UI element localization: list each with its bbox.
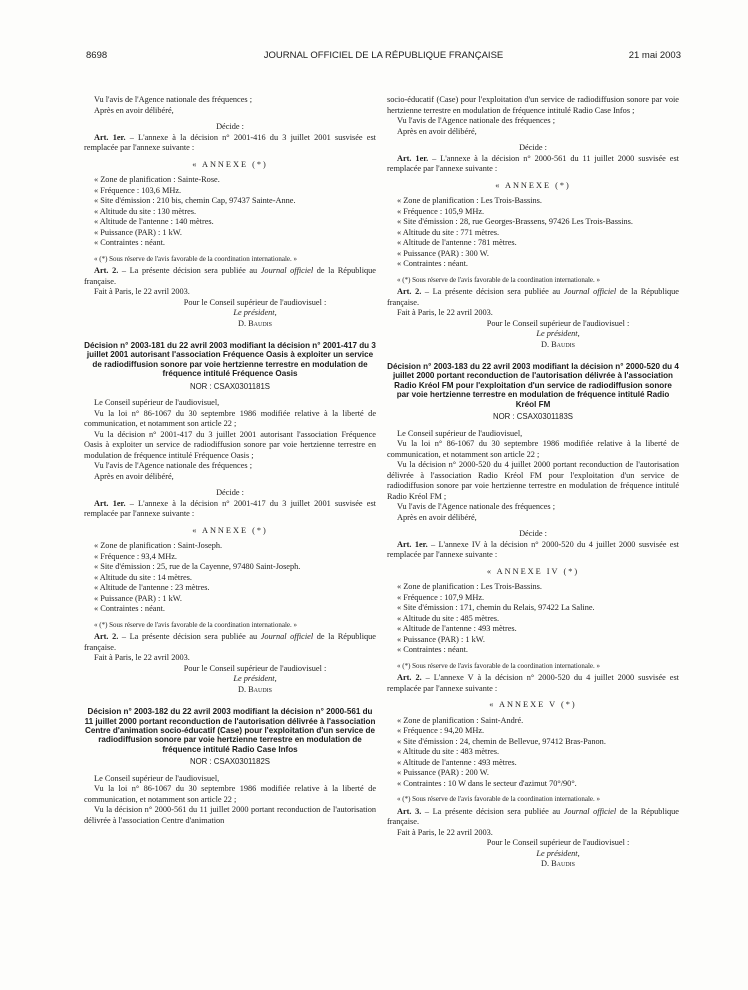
article-2: Art. 2. – L'annexe V à la décision n° 2000-520 du 4 juillet 2000 susvisée est remplacée par l'annexe suivante : [387, 673, 679, 693]
signature-conseil: Pour le Conseil supérieur de l'audiovisuel : [486, 318, 630, 328]
signature-name: D. Baudis [540, 339, 575, 349]
vu-decision: Vu la décision n° 2001-417 du 3 juillet 2001 autorisant l'association Fréquence Oasis à exploiter un service de radiodiffusion sonore par voie hertzienne terrestre en modulation de fréquence intitulé Fréquence Oasis ; [84, 429, 376, 460]
apres-delibere: Après en avoir délibéré, [397, 512, 477, 522]
reserve-note: « (*) Sous réserve de l'avis favorable de la coordination internationale. » [94, 620, 298, 629]
signature-role: Le président, [536, 848, 580, 858]
vu-avis: Vu l'avis de l'Agence nationale des fréquences ; [397, 502, 555, 512]
list-item: « Altitude du site : 14 mètres. [94, 572, 192, 582]
list-item: « Altitude de l'antenne : 493 mètres. [397, 757, 517, 767]
vu-avis: Vu l'avis de l'Agence nationale des fréquences ; [94, 95, 252, 104]
conseil-intro: Le Conseil supérieur de l'audiovisuel, [94, 398, 220, 408]
list-item: « Altitude de l'antenne : 493 mètres. [397, 624, 517, 634]
list-item: « Altitude du site : 771 mètres. [397, 227, 500, 237]
article-1: Art. 1er. – L'annexe IV à la décision n° 2000-520 du 4 juillet 2000 susvisée est remplacée par l'annexe suivante : [387, 539, 679, 560]
nor-reference: NOR : CSAX0301182S [189, 757, 271, 767]
decide: Décide : [519, 143, 547, 152]
list-item: « Zone de planification : Les Trois-Bassins. [397, 582, 542, 592]
reserve-note: « (*) Sous réserve de l'avis favorable de la coordination internationale. » [94, 254, 298, 263]
list-item: « Site d'émission : 171, chemin du Relais, 97422 La Saline. [397, 603, 595, 613]
list-item: « Puissance (PAR) : 300 W. [397, 248, 489, 258]
decide: Décide : [216, 122, 244, 131]
annexe-heading: « ANNEXE V (*) [489, 700, 577, 710]
page-header [86, 50, 681, 64]
reserve-note: « (*) Sous réserve de l'avis favorable de la coordination internationale. » [397, 661, 601, 670]
journal-title: JOURNAL OFFICIEL DE LA RÉPUBLIQUE FRANÇAISE [263, 50, 504, 61]
list-item: « Contraintes : néant. [94, 238, 165, 247]
fait-a-paris: Fait à Paris, le 22 avril 2003. [94, 287, 190, 296]
article-1: Art. 1er. – L'annexe à la décision n° 2001-417 du 3 juillet 2001 susvisée est remplacée par l'annexe suivante : [84, 498, 376, 519]
nor-reference: NOR : CSAX0301183S [492, 412, 574, 422]
right-column [387, 95, 679, 870]
list-item: « Site d'émission : 25, rue de la Cayenne, 97480 Saint-Joseph. [94, 562, 301, 572]
annexe-list [84, 541, 376, 615]
list-item: « Fréquence : 107,9 MHz. [397, 592, 485, 602]
signature-role: Le président, [536, 329, 580, 338]
vu-avis: Vu l'avis de l'Agence nationale des fréquences ; [94, 461, 252, 471]
signature-conseil: Pour le Conseil supérieur de l'audiovisuel : [183, 297, 327, 307]
list-item: « Puissance (PAR) : 1 kW. [94, 593, 182, 603]
vu-loi: Vu la loi n° 86-1067 du 30 septembre 1986 modifiée relative à la liberté de communication, et notamment son article 22 ; [387, 439, 679, 459]
continued-text: socio-éducatif (Case) pour l'exploitation d'un service de radiodiffusion sonore par voie hertzienne terrestre en modulation de fréquence intitulé Radio Case Infos ; [387, 95, 679, 115]
decide: Décide : [519, 529, 547, 539]
annexe-list [387, 716, 679, 790]
list-item: « Site d'émission : 24, chemin de Bellevue, 97412 Bras-Panon. [397, 736, 606, 746]
vu-decision: Vu la décision n° 2000-561 du 11 juillet 2000 portant reconduction de l'autorisation délivrée à l'association Centre d'animation [84, 805, 376, 825]
list-item: « Fréquence : 105,9 MHz. [397, 206, 485, 216]
decision-title: Décision n° 2003-183 du 22 avril 2003 modifiant la décision n° 2000-520 du 4 juillet 2000 portant reconduction de l'autorisation délivrée à l'association Radio Kréol FM pour l'exploitation d'un service de radiodiffusion sonore par voie hertzienne terrestre en modulation de fréquence intitulé Radio Kréol FM [387, 362, 679, 409]
article-3: Art. 3. – La présente décision sera publiée au Journal officiel de la République française. [387, 806, 679, 827]
signature-name: D. Baudis [540, 859, 575, 869]
list-item: « Altitude du site : 483 mètres. [397, 747, 500, 757]
signature-conseil: Pour le Conseil supérieur de l'audiovisuel : [183, 663, 327, 673]
list-item: « Puissance (PAR) : 1 kW. [397, 634, 485, 644]
list-item: « Zone de planification : Sainte-Rose. [94, 175, 220, 184]
conseil-intro: Le Conseil supérieur de l'audiovisuel, [94, 773, 220, 783]
reserve-note: « (*) Sous réserve de l'avis favorable de la coordination internationale. » [397, 795, 601, 804]
list-item: « Contraintes : néant. [397, 645, 468, 655]
vu-decision: Vu la décision n° 2000-520 du 4 juillet 2000 portant reconduction de l'autorisation délivrée à l'association Radio Kréol FM pour l'exploitation d'un service de radiodiffusion sonore par voie hertzienne terrestre en modulation de fréquence intitulé Radio Kréol FM ; [387, 460, 679, 501]
list-item: « Zone de planification : Les Trois-Bassins. [397, 196, 542, 205]
list-item: « Zone de planification : Saint-André. [397, 715, 524, 725]
list-item: « Zone de planification : Saint-Joseph. [94, 541, 223, 551]
fait-a-paris: Fait à Paris, le 22 avril 2003. [397, 827, 493, 837]
article-2: Art. 2. – La présente décision sera publiée au Journal officiel de la République française. [84, 632, 376, 652]
left-column [84, 95, 376, 826]
decision-title: Décision n° 2003-182 du 22 avril 2003 modifiant la décision n° 2000-561 du 11 juillet 2000 portant reconduction de l'autorisation délivrée à l'association Centre d'animation socio-éducatif (Case) pour l'exploitation d'un service de radiodiffusion sonore par voie hertzienne terrestre en modulation de fréquence intitulé Radio Case Infos [84, 707, 376, 754]
nor-reference: NOR : CSAX0301181S [189, 381, 271, 391]
article-2: Art. 2. – La présente décision sera publiée au Journal officiel de la République française. [84, 266, 376, 286]
list-item: « Site d'émission : 210 bis, chemin Cap, 97437 Sainte-Anne. [94, 196, 296, 205]
signature-conseil: Pour le Conseil supérieur de l'audiovisuel : [486, 838, 630, 848]
list-item: « Contraintes : néant. [94, 604, 165, 614]
article-1: Art. 1er. – L'annexe à la décision n° 2000-561 du 11 juillet 2000 susvisée est remplacée par l'annexe suivante : [387, 153, 679, 173]
fait-a-paris: Fait à Paris, le 22 avril 2003. [397, 308, 493, 317]
fait-a-paris: Fait à Paris, le 22 avril 2003. [94, 653, 190, 663]
annexe-heading: « ANNEXE (*) [495, 180, 571, 190]
signature-role: Le président, [233, 308, 277, 317]
list-item: « Puissance (PAR) : 1 kW. [94, 227, 182, 237]
apres-delibere: Après en avoir délibéré, [94, 105, 174, 115]
annexe-heading: « ANNEXE (*) [192, 525, 268, 535]
list-item: « Fréquence : 93,4 MHz. [94, 551, 177, 561]
list-item: « Altitude du site : 130 mètres. [94, 206, 197, 216]
decide: Décide : [216, 488, 244, 498]
vu-loi: Vu la loi n° 86-1067 du 30 septembre 1986 modifiée relative à la liberté de communication, et notamment son article 22 ; [84, 408, 376, 429]
list-item: « Site d'émission : 28, rue Georges-Brassens, 97426 Les Trois-Bassins. [397, 217, 633, 226]
list-item: « Altitude de l'antenne : 781 mètres. [397, 238, 517, 247]
annexe-list [387, 582, 679, 656]
list-item: « Altitude de l'antenne : 140 mètres. [94, 217, 214, 226]
list-item: « Puissance (PAR) : 200 W. [397, 768, 489, 778]
list-item: « Fréquence : 94,20 MHz. [397, 726, 485, 736]
vu-avis: Vu l'avis de l'Agence nationale des fréquences ; [397, 116, 555, 125]
reserve-note: « (*) Sous réserve de l'avis favorable de la coordination internationale. » [397, 275, 601, 284]
annexe-list [84, 175, 376, 249]
article-1: Art. 1er. – L'annexe à la décision n° 2001-416 du 3 juillet 2001 susvisée est remplacée par l'annexe suivante : [84, 132, 376, 152]
decision-title: Décision n° 2003-181 du 22 avril 2003 modifiant la décision n° 2001-417 du 3 juillet 2001 autorisant l'association Fréquence Oasis à exploiter un service de radiodiffusion sonore par voie hertzienne terrestre en modulation de fréquence intitulé Fréquence Oasis [84, 341, 376, 379]
annexe-heading: « ANNEXE (*) [192, 159, 268, 169]
list-item: « Contraintes : 10 W dans le secteur d'azimut 70°/90°. [397, 778, 577, 788]
vu-loi: Vu la loi n° 86-1067 du 30 septembre 1986 modifiée relative à la liberté de communication, et notamment son article 22 ; [84, 784, 376, 804]
list-item: « Altitude de l'antenne : 23 mètres. [94, 583, 210, 593]
conseil-intro: Le Conseil supérieur de l'audiovisuel, [397, 428, 523, 438]
apres-delibere: Après en avoir délibéré, [397, 126, 477, 136]
signature-role: Le président, [233, 674, 277, 684]
list-item: « Contraintes : néant. [397, 259, 468, 268]
list-item: « Fréquence : 103,6 MHz. [94, 185, 182, 195]
article-2: Art. 2. – La présente décision sera publiée au Journal officiel de la République française. [387, 287, 679, 307]
list-item: « Altitude du site : 485 mètres. [397, 613, 500, 623]
annexe-list [387, 196, 679, 270]
page-number: 8698 [86, 50, 108, 61]
issue-date: 21 mai 2003 [628, 50, 681, 61]
apres-delibere: Après en avoir délibéré, [94, 471, 174, 481]
signature-name: D. Baudis [237, 318, 272, 328]
signature-name: D. Baudis [237, 684, 272, 694]
annexe-heading: « ANNEXE IV (*) [486, 566, 580, 576]
